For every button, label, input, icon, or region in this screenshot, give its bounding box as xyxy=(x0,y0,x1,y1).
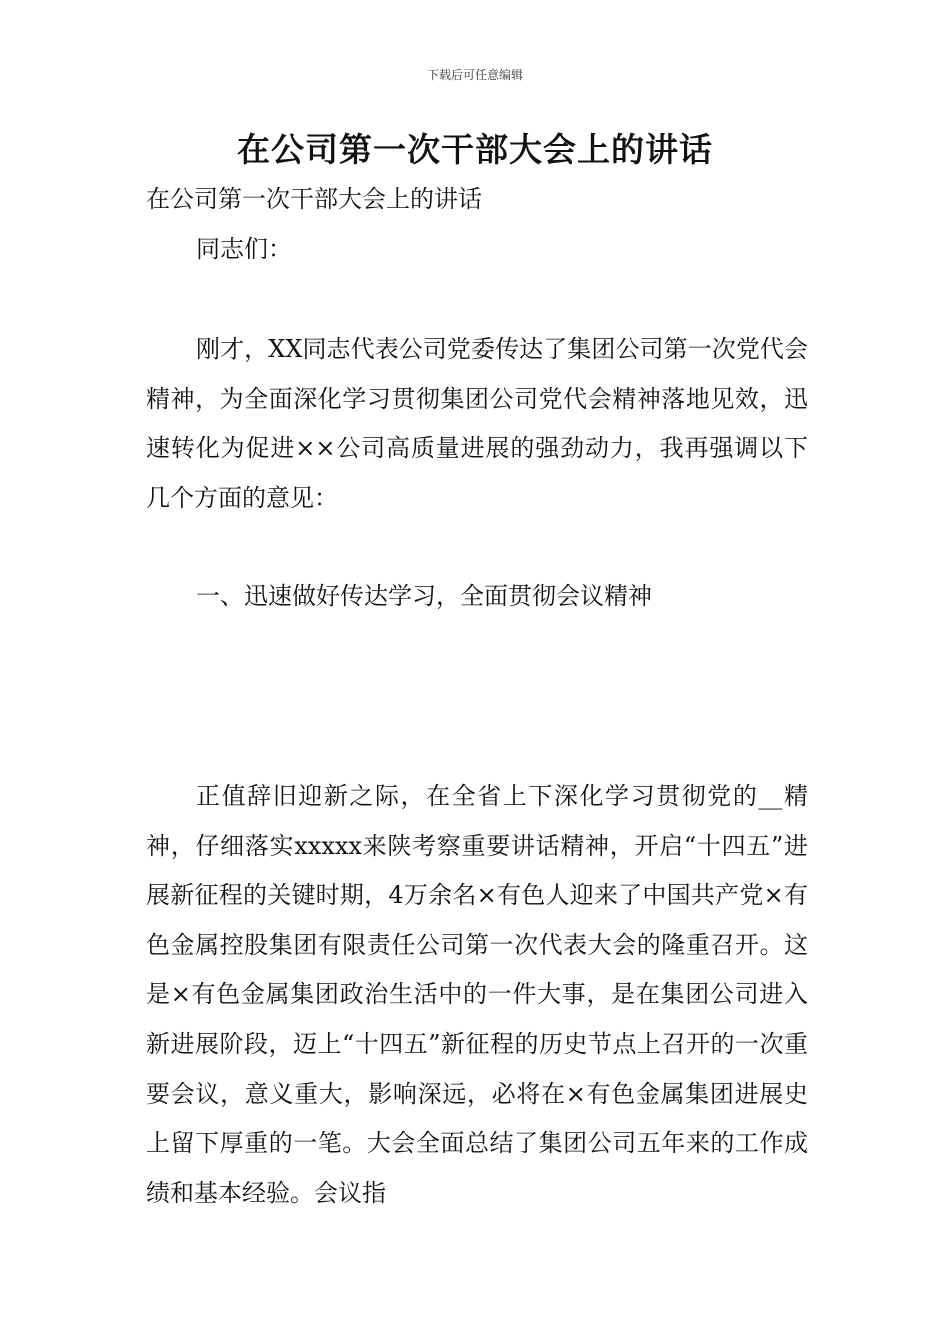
section-heading: 一、迅速做好传达学习，全面贯彻会议精神 xyxy=(196,582,652,610)
document-title: 在公司第一次干部大会上的讲话 xyxy=(237,130,713,169)
header-note: 下载后可任意编辑 xyxy=(426,68,523,82)
greeting: 同志们： xyxy=(196,235,292,263)
paragraph-intro: 刚才，XX同志代表公司党委传达了集团公司第一次党代会精神，为全面深化学习贯彻集团公司党代会精神落地见效，迅速转化为促进××公司高质量进展的强劲动力，我再强调以下几个方面的意见： xyxy=(146,335,808,512)
paragraph-body: 正值辞旧迎新之际，在全省上下深化学习贯彻党的__精神，仔细落实xxxxx来陕考察重要讲话精神，开启“十四五”进展新征程的关键时期，4万余名×有色人迎来了中国共产党×有色金属控股集团有限责任公司第一次代表大会的隆重召开。这是×有色金属集团政治生活中的一件大事，是在集团公司进入新进展阶段，迈上“十四五”新征程的历史节点上召开的一次重要会议，意义重大，影响深远，必将在×有色金属集团进展史上留下厚重的一笔。大会全面总结了集团公司五年来的工作成绩和基本经验。会议指 xyxy=(146,782,808,1207)
document-subtitle: 在公司第一次干部大会上的讲话 xyxy=(146,185,482,213)
